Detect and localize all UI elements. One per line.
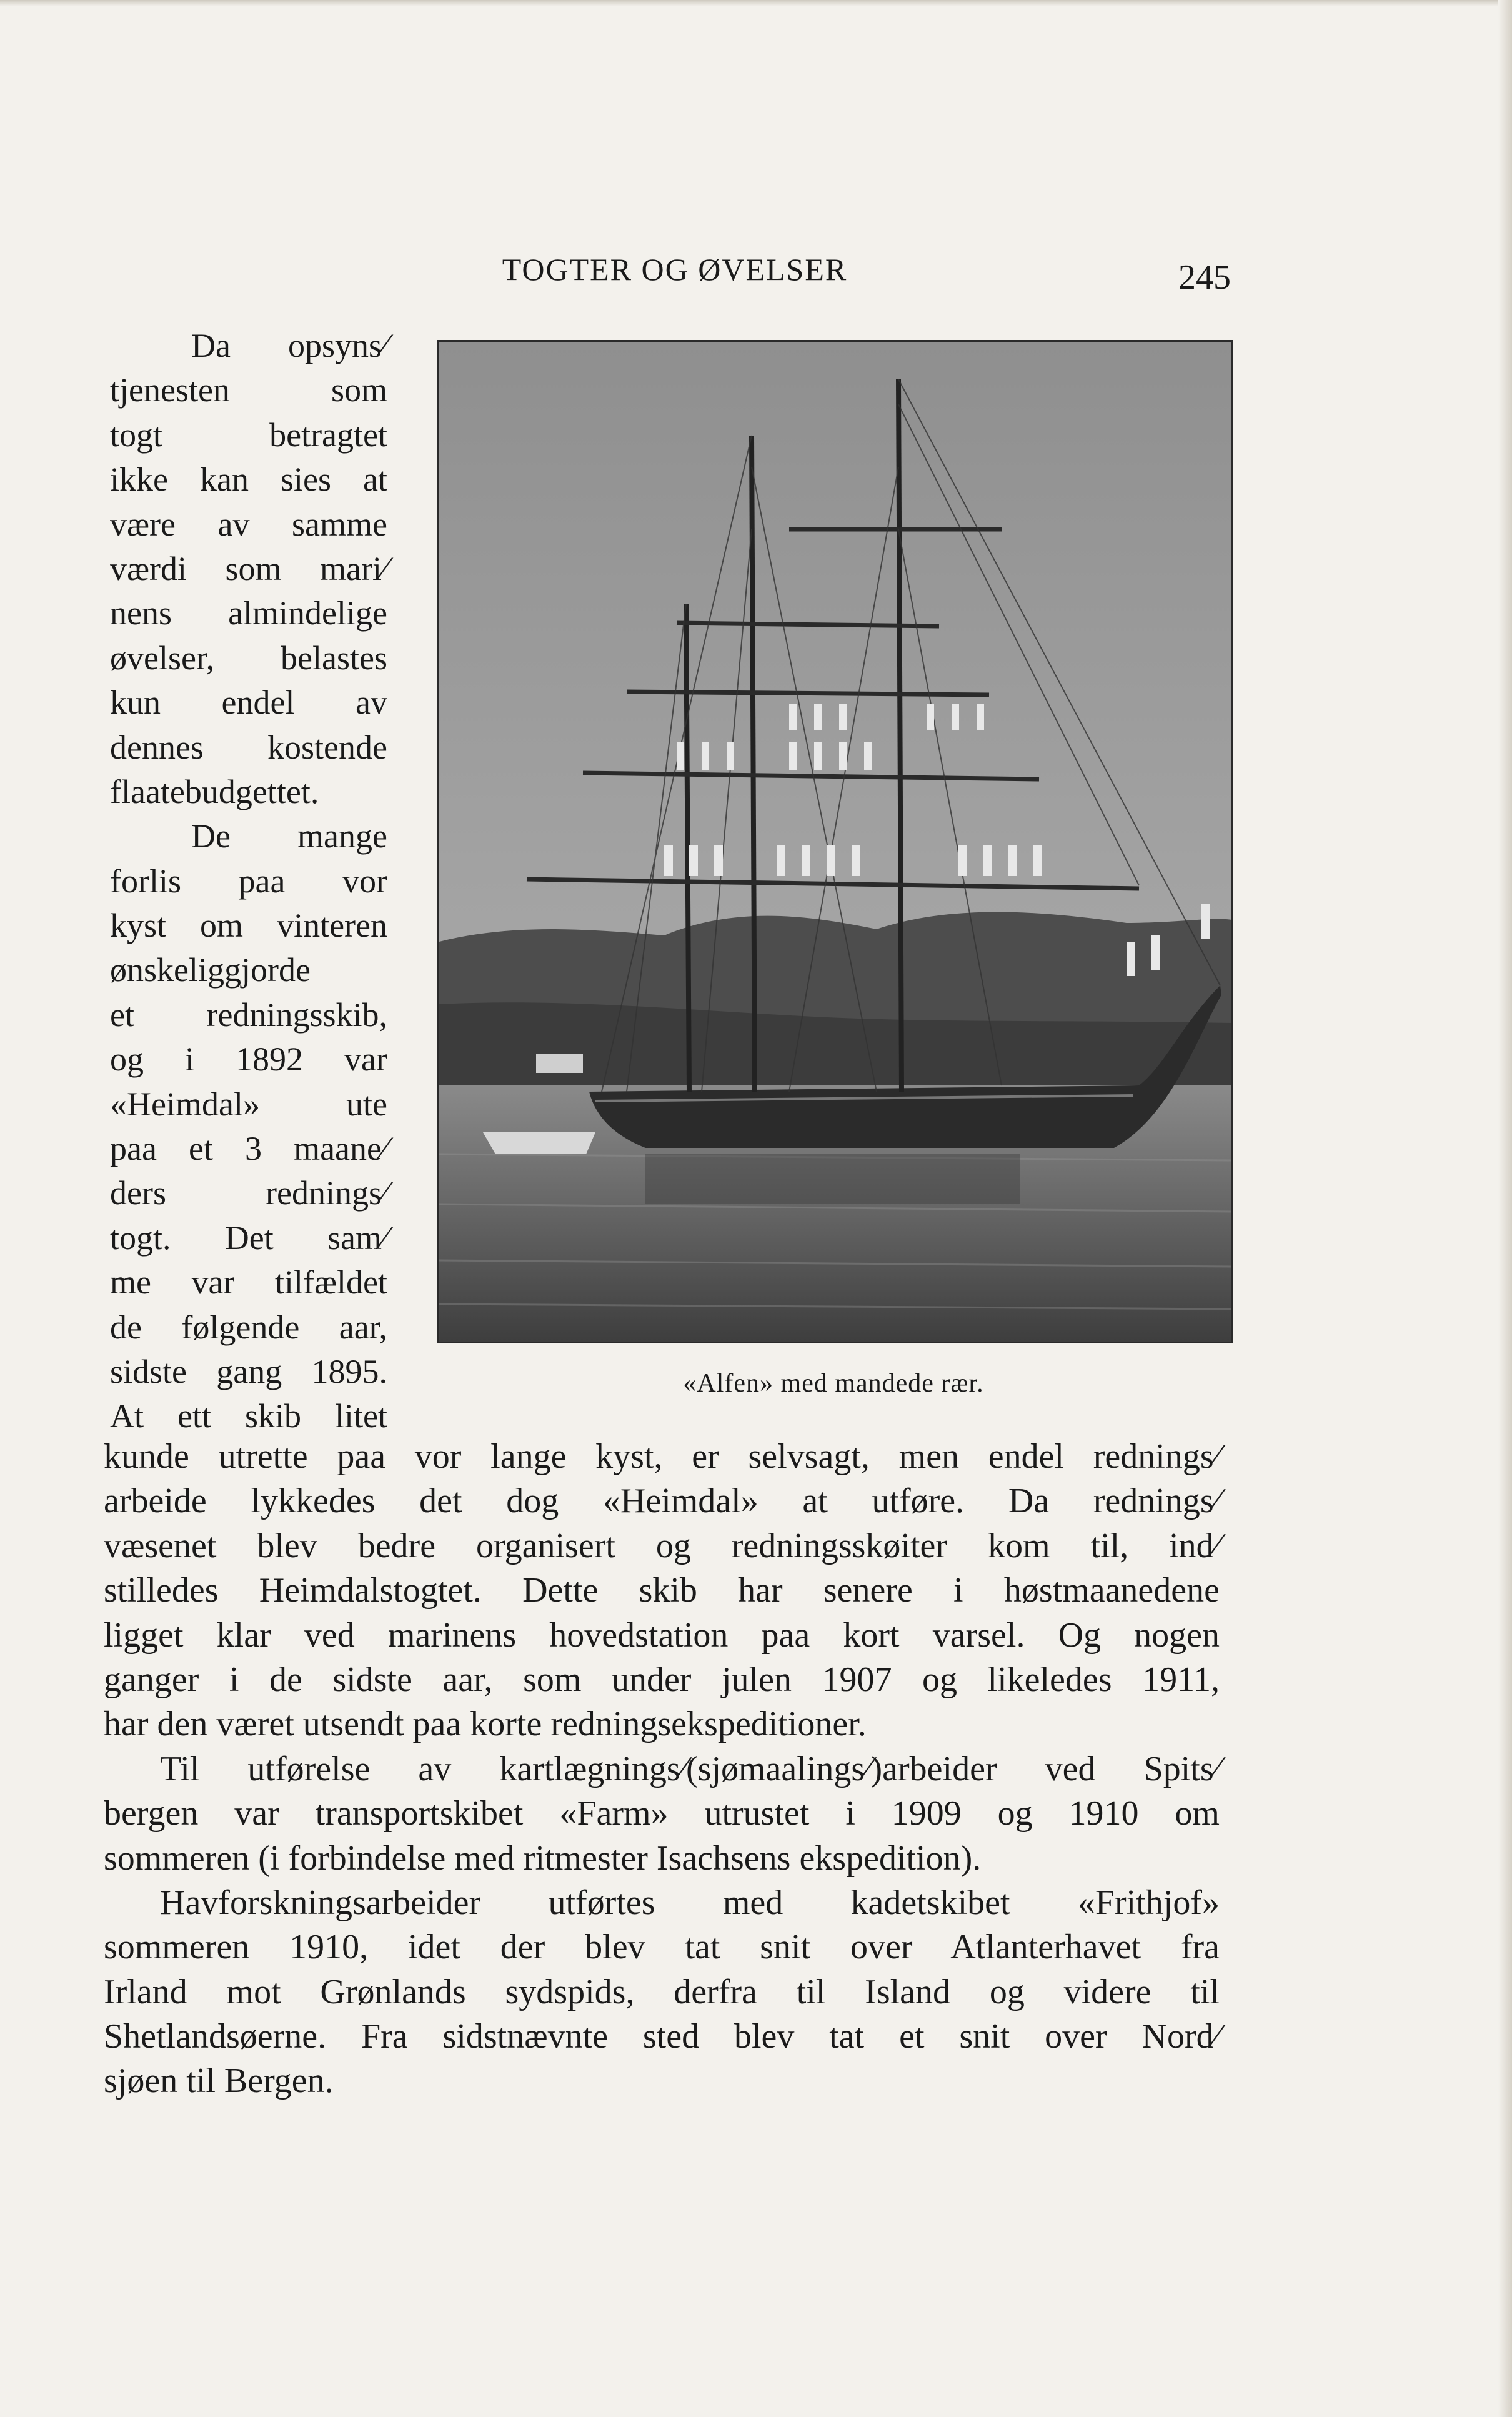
text-line: nens almindelige bbox=[110, 594, 387, 632]
text-line: Da opsyns⁄ bbox=[191, 327, 387, 364]
text-line: værdi som mari⁄ bbox=[110, 549, 387, 587]
text-line: forlis paa vor bbox=[110, 862, 387, 900]
text-line: ikke kan sies at bbox=[110, 461, 387, 499]
text-line: kyst om vinteren bbox=[110, 907, 387, 945]
text-line: og i 1892 var bbox=[110, 1040, 387, 1079]
page-edge bbox=[0, 0, 1512, 6]
text-line: tjenesten som bbox=[110, 371, 387, 409]
text-line: være av samme bbox=[110, 505, 387, 543]
text-line: sjøen til Bergen. bbox=[104, 2061, 334, 2101]
text-line: dennes kostende bbox=[110, 728, 387, 766]
text-line: flaatebudgettet. bbox=[110, 772, 319, 810]
text-line: ligget klar ved marinens hovedstation paa kort varsel. Og nogen bbox=[104, 1615, 1220, 1655]
text-line: bergen var transportskibet «Farm» utrustet i 1909 og 1910 om bbox=[104, 1794, 1220, 1833]
page-edge-shadow bbox=[1498, 0, 1512, 2417]
text-line: sidste gang 1895. bbox=[110, 1352, 387, 1390]
text-line: togt betragtet bbox=[110, 416, 387, 454]
figure-caption: «Alfen» med mandede rær. bbox=[683, 1369, 984, 1398]
text-line: At ett skib litet bbox=[110, 1397, 387, 1435]
text-line: Havforskningsarbeider utførtes med kadetskibet «Frithjof» bbox=[160, 1883, 1220, 1922]
text-line: Til utførelse av kartlægnings⁄(sjømaalings⁄)arbeider ved Spits⁄ bbox=[160, 1749, 1220, 1788]
sailing-ship-illustration bbox=[439, 342, 1231, 1342]
text-line: de følgende aar, bbox=[110, 1308, 387, 1346]
text-line: stilledes Heimdalstogtet. Dette skib har senere i høstmaanedene bbox=[104, 1571, 1220, 1610]
text-line: togt. Det sam⁄ bbox=[110, 1218, 387, 1257]
text-line: væsenet blev bedre organisert og redningsskøiter kom til, ind⁄ bbox=[104, 1526, 1220, 1565]
body-text bbox=[104, 1435, 1220, 2104]
text-line: ganger i de sidste aar, som under julen 1907 og likeledes 1911, bbox=[104, 1660, 1220, 1699]
text-line: sommeren 1910, idet der blev tat snit over Atlanterhavet fra bbox=[104, 1928, 1220, 1967]
text-line: arbeide lykkedes det dog «Heimdal» at utføre. Da rednings⁄ bbox=[104, 1482, 1220, 1521]
page-number: 245 bbox=[1178, 258, 1231, 297]
text-line: kun endel av bbox=[110, 684, 387, 722]
text-line: ders rednings⁄ bbox=[110, 1174, 387, 1212]
running-title: TOGTER OG ØVELSER bbox=[502, 252, 848, 287]
text-line: Irland mot Grønlands sydspids, derfra til Island og videre til bbox=[104, 1972, 1220, 2011]
text-line: me var tilfældet bbox=[110, 1263, 387, 1302]
text-line: har den været utsendt paa korte redningsekspeditioner. bbox=[104, 1705, 867, 1744]
text-line: øvelser, belastes bbox=[110, 639, 387, 677]
text-line: paa et 3 maane⁄ bbox=[110, 1130, 387, 1168]
text-line: kunde utrette paa vor lange kyst, er selvsagt, men endel rednings⁄ bbox=[104, 1437, 1220, 1476]
text-line: Shetlandsøerne. Fra sidstnævnte sted blev tat et snit over Nord⁄ bbox=[104, 2017, 1220, 2056]
text-line: ønskeliggjorde bbox=[110, 951, 311, 989]
side-column-text bbox=[110, 324, 387, 1439]
text-line: sommeren (i forbindelse med ritmester Isachsens ekspedition). bbox=[104, 1838, 982, 1878]
ship-photograph bbox=[437, 340, 1233, 1343]
text-line: «Heimdal» ute bbox=[110, 1085, 387, 1123]
text-line: De mange bbox=[191, 817, 387, 855]
text-line: et redningsskib, bbox=[110, 995, 387, 1034]
